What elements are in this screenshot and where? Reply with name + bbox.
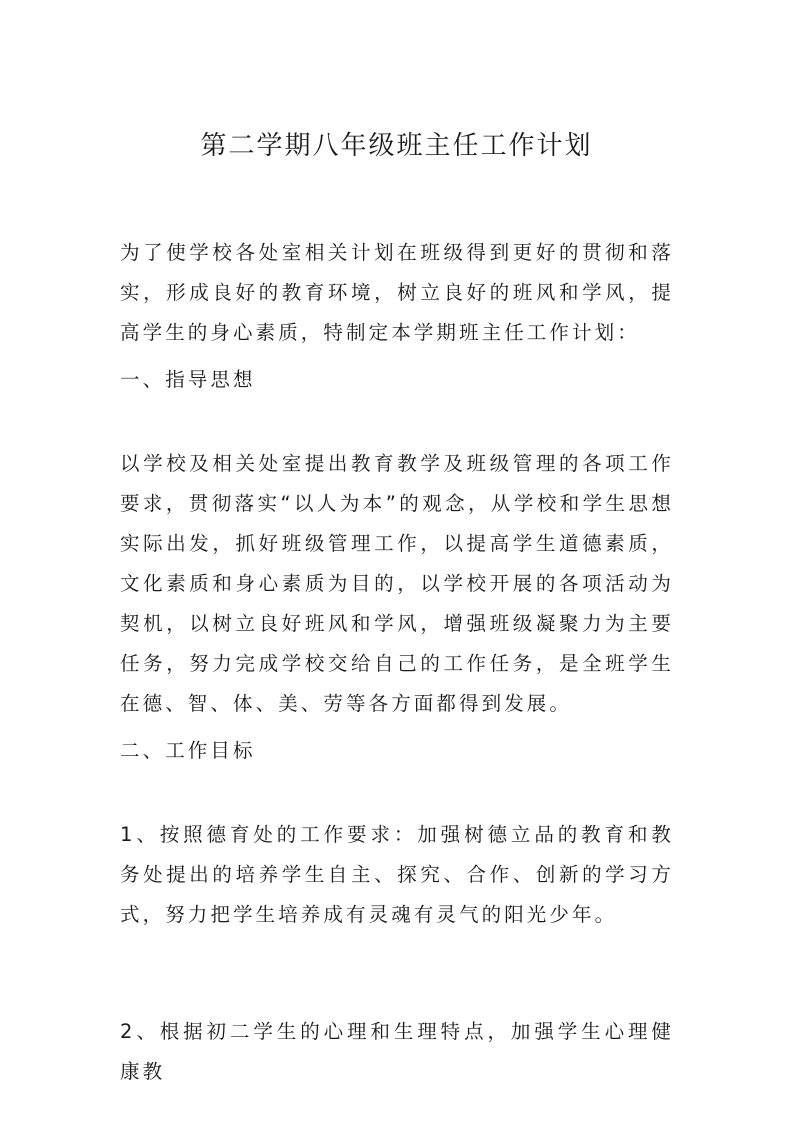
section-heading-work-goals: 二、工作目标 [120,739,256,762]
document-title: 第二学期八年级班主任工作计划 [200,131,593,161]
goal-2-paragraph: 2、根据初二学生的心理和生理特点，加强学生心理健康教 [120,1020,674,1083]
guiding-ideology-paragraph: 以学校及相关处室提出教育教学及班级管理的各项工作要求，贯彻落实“以人为本”的观念，从学校和学生思想实际出发，抓好班级管理工作，以提高学生道德素质，文化素质和身心素质为目的，以学校开展的各项活动为契机，以树立良好班风和学风，增强班级凝聚力为主要任务，努力完成学校交给自己的工作任务，是全班学生在德、智、体、美、劳等各方面都得到发展。 [120,452,674,715]
goal-1-paragraph: 1、按照德育处的工作要求：加强树德立品的教育和教务处提出的培养学生自主、探究、合作、创新的学习方式，努力把学生培养成有灵魂有灵气的阳光少年。 [120,823,674,926]
intro-paragraph: 为了使学校各处室相关计划在班级得到更好的贯彻和落实，形成良好的教育环境，树立良好的班风和学风，提高学生的身心素质，特制定本学期班主任工作计划： [120,241,674,344]
section-heading-guiding-ideology: 一、指导思想 [120,368,256,391]
